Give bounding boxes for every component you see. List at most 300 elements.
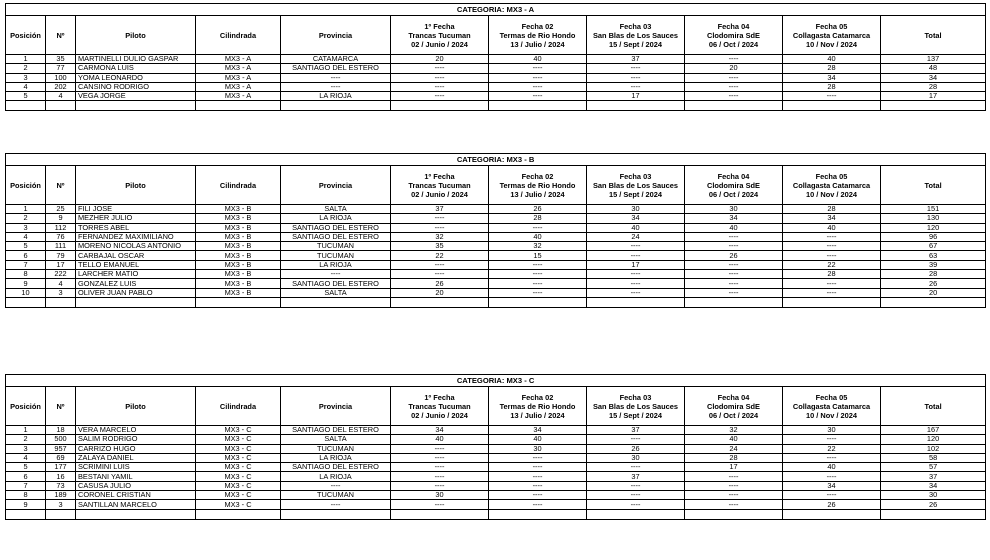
table-cell: 18 xyxy=(46,426,76,435)
table-cell: ---- xyxy=(685,472,783,481)
table-row xyxy=(6,435,986,444)
category-title: CATEGORIA: MX3 - B xyxy=(6,154,986,166)
header-fecha-line: Fecha 05 xyxy=(815,171,848,181)
empty-row xyxy=(6,509,986,519)
table-cell: LA RIOJA xyxy=(281,92,391,101)
table-cell: MX3 - B xyxy=(196,288,281,297)
table-cell: SANTIAGO DEL ESTERO xyxy=(281,426,391,435)
table-cell: ---- xyxy=(783,435,881,444)
table-cell: 17 xyxy=(881,92,986,101)
table-cell: 26 xyxy=(391,279,489,288)
table-cell: 30 xyxy=(587,453,685,462)
table-row xyxy=(6,444,986,453)
table-cell: 40 xyxy=(489,55,587,64)
table-cell: 24 xyxy=(685,444,783,453)
header-fecha-line: Trancas Tucuman xyxy=(408,30,471,40)
table-cell: 189 xyxy=(46,491,76,500)
header-fecha-line: Fecha 03 xyxy=(619,171,652,181)
table-cell: 7 xyxy=(6,481,46,490)
table-cell: 9 xyxy=(6,279,46,288)
header-fecha-line: 13 / Julio / 2024 xyxy=(510,39,565,49)
header-fecha-line: Fecha 04 xyxy=(717,392,750,402)
table-cell: GONZALEZ LUIS xyxy=(76,279,196,288)
table-cell: SALIM RODRIGO xyxy=(76,435,196,444)
table-cell: SANTIAGO DEL ESTERO xyxy=(281,279,391,288)
table-cell: ---- xyxy=(281,270,391,279)
header-fecha-line: Fecha 02 xyxy=(521,21,554,31)
table-cell: ---- xyxy=(587,435,685,444)
table-cell: ---- xyxy=(391,500,489,509)
header-fecha-line: 1º Fecha xyxy=(424,392,455,402)
table-cell: 63 xyxy=(881,251,986,260)
table-cell: ---- xyxy=(783,242,881,251)
table-cell: 40 xyxy=(783,463,881,472)
table-cell: 26 xyxy=(881,500,986,509)
table-cell: 37 xyxy=(391,205,489,214)
table-cell: ---- xyxy=(685,270,783,279)
table-cell: 57 xyxy=(881,463,986,472)
table-cell: 15 xyxy=(489,251,587,260)
table-row xyxy=(6,242,986,251)
table-cell: ---- xyxy=(281,73,391,82)
table-cell: 37 xyxy=(587,55,685,64)
table-cell: ---- xyxy=(489,223,587,232)
table-cell: ---- xyxy=(489,92,587,101)
table-cell: 32 xyxy=(685,426,783,435)
table-cell: 28 xyxy=(489,214,587,223)
table-cell: MX3 - B xyxy=(196,223,281,232)
header-fecha-3 xyxy=(587,387,685,426)
header-fecha-line: Fecha 04 xyxy=(717,21,750,31)
table-cell: 39 xyxy=(881,260,986,269)
table-cell: LA RIOJA xyxy=(281,214,391,223)
table-cell: 4 xyxy=(6,82,46,91)
header-fecha-line: Fecha 03 xyxy=(619,392,652,402)
category-table-a xyxy=(5,3,985,111)
table-cell: ---- xyxy=(391,260,489,269)
table-cell: 34 xyxy=(685,214,783,223)
table-cell: 112 xyxy=(46,223,76,232)
table-cell: MX3 - A xyxy=(196,73,281,82)
table-row xyxy=(6,92,986,101)
header-fecha-line: Clodomira SdE xyxy=(707,401,760,411)
table-cell: TUCUMAN xyxy=(281,242,391,251)
header-fecha-line: 13 / Julio / 2024 xyxy=(510,410,565,420)
table-cell: 3 xyxy=(6,444,46,453)
table-cell: SANTIAGO DEL ESTERO xyxy=(281,232,391,241)
table-cell: FERNANDEZ MAXIMILIANO xyxy=(76,232,196,241)
table-row xyxy=(6,270,986,279)
table-cell: 2 xyxy=(6,214,46,223)
header-fecha-line: Collagasta Catamarca xyxy=(792,30,871,40)
header-posicion: Posición xyxy=(6,387,46,426)
table-cell: 32 xyxy=(489,242,587,251)
table-cell: 177 xyxy=(46,463,76,472)
table-cell: ---- xyxy=(587,251,685,260)
table-cell: MX3 - C xyxy=(196,453,281,462)
category-table-b xyxy=(5,153,985,308)
table-cell: 6 xyxy=(6,251,46,260)
table-cell: 67 xyxy=(881,242,986,251)
table-cell: 8 xyxy=(6,270,46,279)
table-cell: BESTANI YAMIL xyxy=(76,472,196,481)
table-cell: 40 xyxy=(489,232,587,241)
table-row xyxy=(6,223,986,232)
header-fecha-line: 15 / Sept / 2024 xyxy=(609,189,662,199)
table-cell: MX3 - B xyxy=(196,270,281,279)
table-cell: ---- xyxy=(783,453,881,462)
table-cell: ---- xyxy=(685,481,783,490)
header-cilindrada: Cilindrada xyxy=(196,387,281,426)
table-cell: 5 xyxy=(6,463,46,472)
table-cell: 35 xyxy=(391,242,489,251)
table-cell: 28 xyxy=(783,205,881,214)
header-numero: Nº xyxy=(46,387,76,426)
table-cell: 24 xyxy=(587,232,685,241)
header-fecha-line: Fecha 04 xyxy=(717,171,750,181)
header-fecha-2 xyxy=(489,166,587,205)
table-cell: SALTA xyxy=(281,288,391,297)
table-cell: 22 xyxy=(783,260,881,269)
header-fecha-line: 06 / Oct / 2024 xyxy=(708,410,759,420)
table-cell: ---- xyxy=(783,491,881,500)
table-cell: 20 xyxy=(881,288,986,297)
table-row xyxy=(6,214,986,223)
table-cell: 37 xyxy=(587,472,685,481)
table-cell: 130 xyxy=(881,214,986,223)
table-cell: ---- xyxy=(489,279,587,288)
table-cell: 40 xyxy=(587,223,685,232)
table-cell: ---- xyxy=(489,472,587,481)
table-cell: 20 xyxy=(685,64,783,73)
table-cell: YOMA LEONARDO xyxy=(76,73,196,82)
table-row xyxy=(6,260,986,269)
table-cell: MX3 - A xyxy=(196,92,281,101)
table-row xyxy=(6,491,986,500)
table-cell: 96 xyxy=(881,232,986,241)
table-cell: ---- xyxy=(685,288,783,297)
table-cell: TELLO EMANUEL xyxy=(76,260,196,269)
table-cell: 28 xyxy=(783,270,881,279)
header-fecha-2 xyxy=(489,16,587,55)
category-title: CATEGORIA: MX3 - A xyxy=(6,4,986,16)
table-cell: ---- xyxy=(685,55,783,64)
header-fecha-line: Trancas Tucuman xyxy=(408,180,471,190)
table-cell: 30 xyxy=(391,491,489,500)
header-total: Total xyxy=(881,16,986,55)
table-cell: MX3 - C xyxy=(196,463,281,472)
table-cell: ---- xyxy=(587,481,685,490)
table-cell: ---- xyxy=(489,500,587,509)
table-cell: 34 xyxy=(881,481,986,490)
table-cell: 26 xyxy=(489,205,587,214)
table-cell: ---- xyxy=(489,288,587,297)
table-cell: SANTIAGO DEL ESTERO xyxy=(281,223,391,232)
table-cell: ---- xyxy=(783,288,881,297)
table-cell: ---- xyxy=(783,279,881,288)
header-fecha-line: 13 / Julio / 2024 xyxy=(510,189,565,199)
table-cell: ---- xyxy=(685,92,783,101)
table-cell: 40 xyxy=(783,223,881,232)
header-fecha-line: San Blas de Los Sauces xyxy=(592,30,679,40)
table-cell: 1 xyxy=(6,205,46,214)
table-row xyxy=(6,472,986,481)
table-cell: ---- xyxy=(587,73,685,82)
table-cell: 2 xyxy=(6,435,46,444)
category-table-c xyxy=(5,374,985,520)
table-cell: ---- xyxy=(783,251,881,260)
table-cell: SALTA xyxy=(281,205,391,214)
header-fecha-5 xyxy=(783,16,881,55)
table-cell: 3 xyxy=(46,500,76,509)
table-cell: MEZHER JULIO xyxy=(76,214,196,223)
table-cell: ---- xyxy=(489,453,587,462)
table-cell: ---- xyxy=(685,260,783,269)
header-fecha-5 xyxy=(783,166,881,205)
table-cell: ---- xyxy=(391,472,489,481)
table-cell: 28 xyxy=(685,453,783,462)
header-posicion: Posición xyxy=(6,16,46,55)
header-piloto: Piloto xyxy=(76,387,196,426)
table-cell: ---- xyxy=(391,92,489,101)
table-cell: ---- xyxy=(587,242,685,251)
table-cell: SANTIAGO DEL ESTERO xyxy=(281,463,391,472)
table-cell: ---- xyxy=(391,73,489,82)
table-cell: TUCUMAN xyxy=(281,491,391,500)
table-cell: ---- xyxy=(685,82,783,91)
table-cell: 22 xyxy=(783,444,881,453)
header-total: Total xyxy=(881,387,986,426)
table-cell: 48 xyxy=(881,64,986,73)
header-fecha-5 xyxy=(783,387,881,426)
table-cell: 20 xyxy=(391,288,489,297)
table-cell: ---- xyxy=(391,481,489,490)
table-cell: MARTINELLI DULIO GASPAR xyxy=(76,55,196,64)
table-cell: 40 xyxy=(685,435,783,444)
table-cell: ---- xyxy=(587,64,685,73)
table-cell: TORRES ABEL xyxy=(76,223,196,232)
table-cell: 25 xyxy=(46,205,76,214)
header-fecha-line: 1º Fecha xyxy=(424,171,455,181)
table-cell: ---- xyxy=(587,270,685,279)
table-cell: 32 xyxy=(391,232,489,241)
table-cell: 4 xyxy=(46,92,76,101)
header-fecha-line: Clodomira SdE xyxy=(707,30,760,40)
header-posicion: Posición xyxy=(6,166,46,205)
table-cell: ---- xyxy=(281,481,391,490)
table-cell: ---- xyxy=(685,73,783,82)
table-cell: 5 xyxy=(6,242,46,251)
table-row xyxy=(6,288,986,297)
header-fecha-line: San Blas de Los Sauces xyxy=(592,401,679,411)
table-cell: 22 xyxy=(391,251,489,260)
header-fecha-1 xyxy=(391,387,489,426)
table-cell: ---- xyxy=(783,232,881,241)
header-fecha-line: San Blas de Los Sauces xyxy=(592,180,679,190)
header-fecha-line: 06 / Oct / 2024 xyxy=(708,189,759,199)
table-cell: CARRIZO HUGO xyxy=(76,444,196,453)
standings-table xyxy=(5,153,986,308)
table-cell: ---- xyxy=(685,242,783,251)
header-fecha-line: 06 / Oct / 2024 xyxy=(708,39,759,49)
header-cilindrada: Cilindrada xyxy=(196,16,281,55)
table-cell: ---- xyxy=(783,92,881,101)
header-fecha-4 xyxy=(685,166,783,205)
table-cell: 40 xyxy=(783,55,881,64)
header-fecha-line: 02 / Junio / 2024 xyxy=(411,39,468,49)
table-cell: 30 xyxy=(783,426,881,435)
table-cell: VEGA JORGE xyxy=(76,92,196,101)
table-cell: 26 xyxy=(881,279,986,288)
table-cell: 40 xyxy=(489,435,587,444)
table-cell: CASUSA JULIO xyxy=(76,481,196,490)
table-cell: VERA MARCELO xyxy=(76,426,196,435)
table-cell: ---- xyxy=(587,491,685,500)
table-cell: MX3 - B xyxy=(196,205,281,214)
table-cell: ---- xyxy=(281,500,391,509)
table-cell: 76 xyxy=(46,232,76,241)
table-cell: 17 xyxy=(46,260,76,269)
table-cell: 3 xyxy=(46,288,76,297)
table-cell: 26 xyxy=(685,251,783,260)
table-row xyxy=(6,279,986,288)
table-cell: 8 xyxy=(6,491,46,500)
table-cell: 30 xyxy=(489,444,587,453)
header-fecha-1 xyxy=(391,16,489,55)
table-cell: 3 xyxy=(6,223,46,232)
table-cell: 28 xyxy=(783,64,881,73)
table-cell: 1 xyxy=(6,426,46,435)
table-cell: ---- xyxy=(587,279,685,288)
table-cell: 30 xyxy=(881,491,986,500)
header-fecha-line: 10 / Nov / 2024 xyxy=(806,410,857,420)
table-cell: 1 xyxy=(6,55,46,64)
table-cell: 26 xyxy=(783,500,881,509)
table-cell: 26 xyxy=(587,444,685,453)
table-cell: MX3 - C xyxy=(196,491,281,500)
header-fecha-line: Termas de Rio Hondo xyxy=(499,180,576,190)
table-cell: 34 xyxy=(783,214,881,223)
header-fecha-2 xyxy=(489,387,587,426)
table-cell: 28 xyxy=(881,270,986,279)
table-cell: 77 xyxy=(46,64,76,73)
table-cell: 17 xyxy=(587,92,685,101)
table-cell: 73 xyxy=(46,481,76,490)
table-cell: 102 xyxy=(881,444,986,453)
table-cell: 202 xyxy=(46,82,76,91)
header-provincia: Provincia xyxy=(281,166,391,205)
table-row xyxy=(6,232,986,241)
table-cell: 4 xyxy=(6,453,46,462)
table-cell: 40 xyxy=(391,435,489,444)
table-row xyxy=(6,205,986,214)
table-row xyxy=(6,73,986,82)
category-title: CATEGORIA: MX3 - C xyxy=(6,375,986,387)
table-cell: LA RIOJA xyxy=(281,260,391,269)
table-cell: ---- xyxy=(281,82,391,91)
table-cell: ---- xyxy=(783,472,881,481)
table-cell: MX3 - B xyxy=(196,242,281,251)
table-cell: ---- xyxy=(489,260,587,269)
table-cell: MX3 - A xyxy=(196,64,281,73)
header-fecha-line: Collagasta Catamarca xyxy=(792,401,871,411)
table-cell: TUCUMAN xyxy=(281,251,391,260)
table-cell: 20 xyxy=(391,55,489,64)
table-cell: 9 xyxy=(46,214,76,223)
empty-row xyxy=(6,297,986,307)
table-cell: ---- xyxy=(489,73,587,82)
table-row xyxy=(6,426,986,435)
table-cell: 34 xyxy=(587,214,685,223)
table-cell: MX3 - C xyxy=(196,481,281,490)
table-cell: 37 xyxy=(881,472,986,481)
table-cell: SANTIAGO DEL ESTERO xyxy=(281,64,391,73)
table-cell: MX3 - C xyxy=(196,426,281,435)
table-cell: 28 xyxy=(783,82,881,91)
table-cell: 6 xyxy=(6,472,46,481)
table-cell: 9 xyxy=(6,500,46,509)
header-fecha-line: Termas de Rio Hondo xyxy=(499,401,576,411)
header-fecha-line: Fecha 05 xyxy=(815,21,848,31)
table-row xyxy=(6,55,986,64)
table-cell: ---- xyxy=(391,214,489,223)
table-cell: CARMONA LUIS xyxy=(76,64,196,73)
table-cell: 100 xyxy=(46,73,76,82)
table-cell: ---- xyxy=(587,288,685,297)
header-fecha-3 xyxy=(587,166,685,205)
header-piloto: Piloto xyxy=(76,16,196,55)
table-cell: ---- xyxy=(489,270,587,279)
table-cell: CORONEL CRISTIAN xyxy=(76,491,196,500)
table-cell: 7 xyxy=(6,260,46,269)
table-cell: MX3 - C xyxy=(196,444,281,453)
table-cell: 4 xyxy=(6,232,46,241)
table-cell: 34 xyxy=(881,73,986,82)
table-cell: ---- xyxy=(587,500,685,509)
table-cell: 34 xyxy=(783,481,881,490)
table-cell: ---- xyxy=(685,279,783,288)
table-cell: ZALAYA DANIEL xyxy=(76,453,196,462)
table-cell: ---- xyxy=(489,463,587,472)
table-cell: ---- xyxy=(391,223,489,232)
table-cell: 79 xyxy=(46,251,76,260)
table-cell: LA RIOJA xyxy=(281,453,391,462)
table-cell: ---- xyxy=(391,444,489,453)
header-fecha-line: 15 / Sept / 2024 xyxy=(609,39,662,49)
standings-table xyxy=(5,3,986,111)
table-row xyxy=(6,481,986,490)
table-cell: CANSINO RODRIGO xyxy=(76,82,196,91)
table-cell: 10 xyxy=(6,288,46,297)
header-piloto: Piloto xyxy=(76,166,196,205)
table-cell: 34 xyxy=(783,73,881,82)
table-cell: 137 xyxy=(881,55,986,64)
table-cell: 120 xyxy=(881,435,986,444)
table-cell: SALTA xyxy=(281,435,391,444)
table-cell: MX3 - B xyxy=(196,260,281,269)
table-row xyxy=(6,463,986,472)
table-cell: ---- xyxy=(391,270,489,279)
table-cell: 40 xyxy=(685,223,783,232)
table-cell: ---- xyxy=(685,500,783,509)
header-numero: Nº xyxy=(46,16,76,55)
header-numero: Nº xyxy=(46,166,76,205)
table-cell: 34 xyxy=(391,426,489,435)
table-cell: MX3 - C xyxy=(196,472,281,481)
table-cell: 30 xyxy=(587,205,685,214)
table-cell: MORENO NICOLAS ANTONIO xyxy=(76,242,196,251)
table-cell: ---- xyxy=(391,64,489,73)
